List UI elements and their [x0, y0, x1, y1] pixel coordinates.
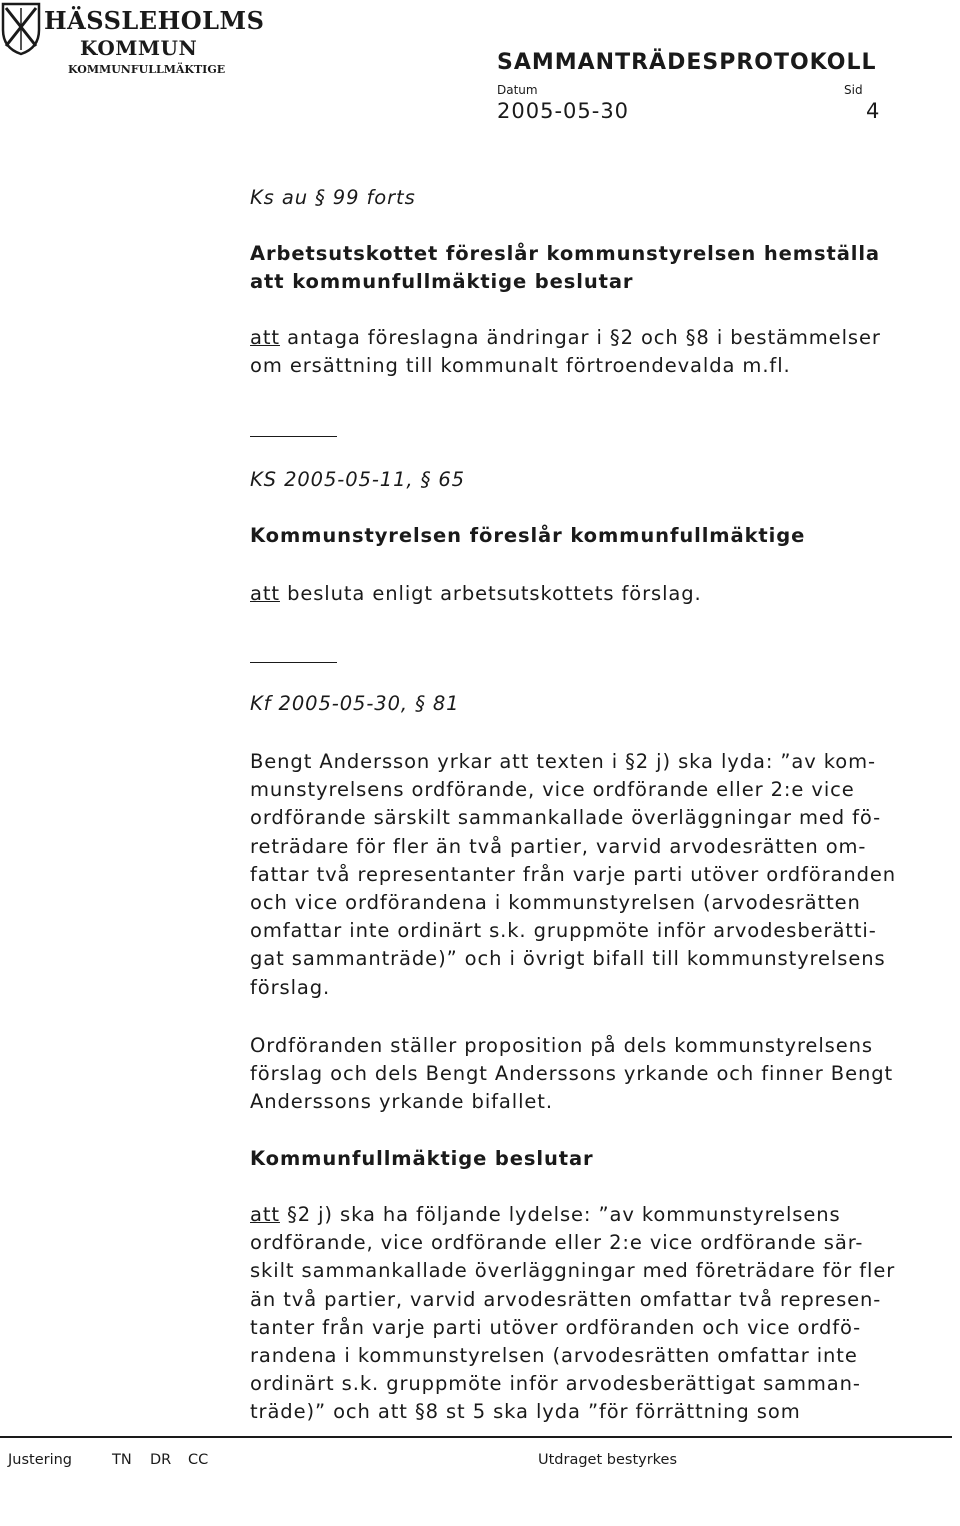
document-title: SAMMANTRÄDESPROTOKOLL — [497, 50, 877, 75]
bengt-motion: Bengt Andersson yrkar att texten i §2 j) ska lyda: ”av kom- munstyrelsens ordförande, vice ordförande eller 2:e vice ordförande särskilt sammankallade överläggningar med fö- reträdare för fler än två partier, varvid arvodesrätten om- fattar två representanter från varje parti utöver ordföranden och vice ordförandena i kommunstyrelsen (arvodesrätten omfattar inte ordinärt s.k. gruppmöte inför arvodesberätti- gat sammanträde)” och i övrigt bifall till kommunstyrelsens förslag. — [250, 750, 897, 999]
divider — [250, 436, 337, 437]
att-label: att — [250, 582, 280, 605]
footer-divider — [0, 1436, 952, 1438]
municipality-logo — [0, 0, 265, 82]
logo-line-3: KOMMUNFULLMÄKTIGE — [68, 63, 226, 76]
logo-line-2: KOMMUN — [80, 36, 198, 60]
logo-line-1: HÄSSLEHOLMS — [44, 6, 265, 35]
date-label: Datum — [497, 83, 538, 97]
page-number: 4 — [866, 99, 881, 123]
meeting-date: 2005-05-30 — [497, 99, 630, 123]
att-label: att — [250, 1203, 280, 1226]
justering-label: Justering — [8, 1452, 73, 1468]
proposal-heading: Arbetsutskottet föreslår kommunstyrelsen hemställa att kommunfullmäktige beslutar — [250, 242, 880, 294]
kf-heading: Kommunfullmäktige beslutar — [250, 1147, 594, 1170]
kf-decision: att §2 j) ska ha följande lydelse: ”av kommunstyrelsens ordförande, vice ordförande eller 2:e vice ordförande sär- skilt sammankallade överläggningar med företrädare för fler än två partier, varvid arvodesrätten omfattar två represen- tanter från varje parti utöver ordföranden och vice ordfö- randena i kommunstyrelsen (arvodesrätten omfattar inte ordinärt s.k. gruppmöte inför arvodesberättigat samman- träde)” och att §8 st 5 ska lyda ”för förrättning som — [250, 1203, 896, 1424]
page-label: Sid — [844, 83, 863, 97]
reference-kf: Kf 2005-05-30, § 81 — [250, 692, 460, 715]
proposal-text: att antaga föreslagna ändringar i §2 och §8 i bestämmelser om ersättning till kommunalt förtroendevalda m.fl. — [250, 326, 881, 378]
utdrag-label: Utdraget bestyrkes — [538, 1452, 678, 1468]
reference-ks: KS 2005-05-11, § 65 — [250, 468, 465, 491]
att-label: att — [250, 326, 280, 349]
initials-tn: TN — [112, 1452, 132, 1468]
initials-dr: DR — [150, 1452, 172, 1468]
coat-of-arms-icon — [0, 0, 42, 56]
chair-proposition: Ordföranden ställer proposition på dels kommunstyrelsens förslag och dels Bengt Anderssons yrkande och finner Bengt Anderssons yrkande bifallet. — [250, 1034, 894, 1114]
ks-heading: Kommunstyrelsen föreslår kommunfullmäktige — [250, 524, 806, 547]
initials-cc: CC — [188, 1452, 209, 1468]
ks-decision: att besluta enligt arbetsutskottets förslag. — [250, 582, 702, 605]
reference-ks-au: Ks au § 99 forts — [250, 186, 416, 209]
divider — [250, 662, 337, 663]
